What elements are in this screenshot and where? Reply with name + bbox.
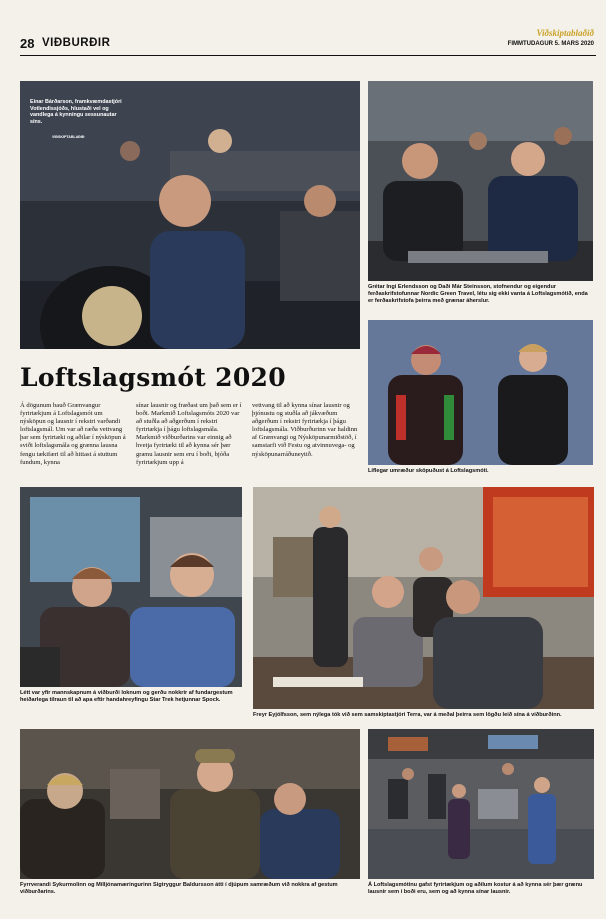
section-title: VIÐBURÐIR bbox=[42, 37, 111, 49]
article-column-2: sínar lausnir og fræðast um það sem er í boði. Markmið Loftslagsmóts 2020 var að stuðla að aðgerðum í rekstri fyrirtækja í þágu loftslagsmála. Markmið viðburðarins var einnig að hvetja fyrirtæki til að kynna sér þær grænu lausnir sem eru í boði, bjóða fyrirtækjum upp á bbox=[136, 402, 242, 466]
page-header bbox=[20, 28, 596, 54]
article-column-1: Á dögunum bauð Grænvangur fyrirtækjum á Loftslagsmót um nýsköpun og lausnir í rekstri varðandi loftslagsmál. Um var að ræða vettvang þar sem fyrirtæki og aðilar í nýsköpun á sviði loftslagsmála og grænna lausna fengu tækifæri til að hittast á stuttum fundum, kynna bbox=[20, 402, 126, 466]
photo7-caption: Á Loftslagsmótinu gafst fyrirtækjum og aðilum kostur á að kynna sér þær grænu lausnir sem í boði eru, sem og að kynna sínar lausnir. bbox=[368, 882, 583, 895]
photo-sigtryggur-baldursson bbox=[20, 729, 360, 879]
photo-conference-room bbox=[368, 729, 594, 879]
photo3-caption: Líflegar umræður sköpuðust á Loftslagsmóti. bbox=[368, 468, 489, 474]
photo-freyr-eyjolfsson bbox=[253, 487, 594, 709]
header-rule bbox=[20, 55, 596, 56]
photo6-caption: Fyrrverandi Sykurmolinn og Milljónamæringurinn Sigtryggur Baldursson átti í djúpum samræðum við nokkra af gestum viðburðarins. bbox=[20, 882, 338, 895]
photo-einar-bardarson bbox=[20, 81, 360, 349]
article-title: Loftslagsmót 2020 bbox=[20, 363, 286, 392]
photo-discussion bbox=[368, 320, 593, 465]
photo4-caption: Létt var yfir mannskapnum á viðburði loknum og gerðu nokkrir af fundargestum heiðarlega tilraun til að apa eftir handahreyfingu Star Trek hetjunnar Spock. bbox=[20, 690, 233, 703]
article-column-3: vettvang til að kynna sínar lausnir og þjónustu og stuðla að jákvæðum aðgerðum í rekstri fyrirtækja í þágu loftslagsmála. Viðburðurinn var haldinn af Grænvangi og Nýsköpunarmiðstöð, í samstarfi við Festu og atvinnuvega- og nýsköpunarráðuneytið. bbox=[252, 402, 358, 458]
photo5-caption: Freyr Eyjólfsson, sem nýlega tók við sem samskiptastjóri Terra, var á meðal þeirra sem lögðu leið sína á viðburðinn. bbox=[253, 712, 562, 718]
photo-spock-salute bbox=[20, 487, 242, 687]
brand-logo: Viðskiptablaðið bbox=[536, 28, 594, 38]
photo2-caption: Grétar Ingi Erlendsson og Daði Már Steinsson, stofnendur og eigendur ferðaskrifstofunnar Nordic Green Travel, létu sig ekki vanta á Loftslagsmótið, enda er ferðaskrifstofa þeirra með grænar áherslur. bbox=[368, 284, 588, 304]
photo1-overlay-caption: Einar Bárðarson, framkvæmdastjóri Votlendissjóðs, hlustaði vel og vandlega á kynningu sessunautar síns. bbox=[30, 99, 122, 125]
page-number: 28 bbox=[20, 36, 35, 51]
photo1-credit: VIÐSKIPTABLAÐIÐ bbox=[52, 135, 85, 139]
issue-date: FIMMTUDAGUR 5. MARS 2020 bbox=[507, 41, 594, 47]
photo-nordic-green-travel bbox=[368, 81, 593, 281]
